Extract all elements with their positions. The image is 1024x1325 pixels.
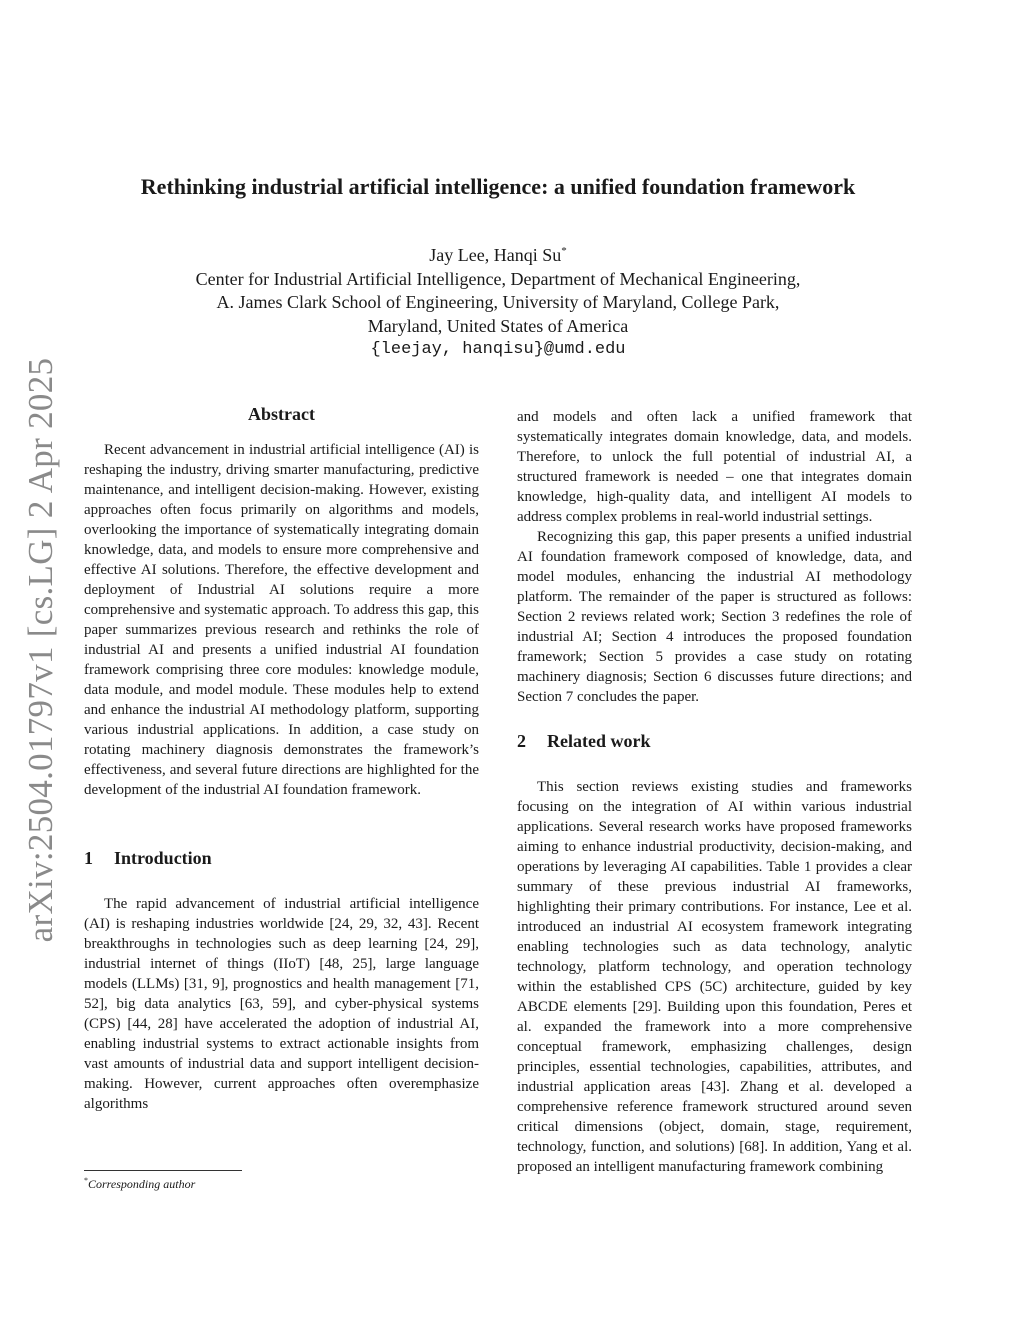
footnote-mark: * [84, 1176, 88, 1185]
related-work-section-number: 2 [517, 731, 526, 751]
left-column [84, 404, 479, 1114]
introduction-section-title: Introduction [114, 848, 212, 868]
affiliation-line-1: Center for Industrial Artificial Intelligence, Department of Mechanical Engineering, [195, 268, 801, 289]
introduction-paragraph: The rapid advancement of industrial artificial intelligence (AI) is reshaping industries worldwide [24, 29, 32, 43]. Recent breakthroughs in technologies such as deep learning [24, 29], industrial internet of things (IIoT) [48, 25], large language models (LLMs) [31, 9], prognostics and health management [71, 52], big data analytics [63, 59], and cyber-physical systems (CPS) [44, 28] have accelerated the adoption of industrial AI, enabling industrial systems to extract actionable insights from vast amounts of industrial data and support intelligent decision-making. However, current approaches often overemphasize algorithms [84, 896, 479, 1112]
arxiv-identifier-stamp: arXiv:2504.01797v1 [cs.LG] 2 Apr 2025 [21, 357, 60, 943]
affiliation-line-2: A. James Clark School of Engineering, University of Maryland, College Park, [216, 292, 780, 312]
author-names [0, 240, 996, 268]
introduction-heading [84, 848, 479, 868]
introduction-paragraph-2: Recognizing this gap, this paper presents a unified industrial AI foundation framework composed of knowledge, data, and model modules, enhancing the industrial AI methodology platform. The remainder of the paper is structured as follows: Section 2 reviews related work; Section 3 redefines the role of industrial AI; Section 4 introduces the proposed foundation framework; Section 5 provides a case study on rotating machinery diagnosis; Section 6 discusses future directions; and Section 7 concludes the paper. [517, 529, 912, 705]
footnote-text: Corresponding author [88, 1177, 196, 1191]
paper-title: Rethinking industrial artificial intelligence: a unified foundation framework [140, 174, 856, 199]
abstract-heading: Abstract [248, 404, 315, 424]
author-email: {leejay, hanqisu}@umd.edu [370, 340, 626, 359]
related-work-section-title: Related work [547, 731, 651, 751]
affiliation-line-3: Maryland, United States of America [367, 315, 629, 336]
footnote-divider [84, 1170, 242, 1171]
footnote [84, 1176, 195, 1192]
author-block [0, 240, 996, 362]
related-work-paragraph: This section reviews existing studies and frameworks focusing on the integration of AI within various industrial applications. Several research works have proposed frameworks aiming to enhance industrial productivity, decision-making, and operations by leveraging AI capabilities. Table 1 provides a clear summary of these previous industrial AI frameworks, highlighting their primary contributions. For instance, Lee et al. introduced an industrial AI ecosystem framework integrating enabling technologies such as data technology, analytic technology, platform technology, and operation technology within the established CPS (5C) architecture, guided by key ABCDE elements [29]. Building upon this foundation, Peres et al. expanded the framework into a more comprehensive conceptual framework, emphasizing challenges, design principles, essential technologies, capabilities, attributes, and industrial application areas [43]. Zhang et al. developed a comprehensive reference framework structured around seven critical dimensions (object, domain, stage, requirement, technology, function, and solutions) [68]. In addition, Yang et al. proposed an intelligent manufacturing framework combining [517, 779, 912, 1175]
right-column [517, 407, 912, 1177]
corresponding-mark: * [561, 245, 567, 257]
introduction-section-number: 1 [84, 848, 93, 868]
related-work-heading [517, 731, 912, 751]
introduction-continuation: and models and often lack a unified framework that systematically integrates domain knowledge, data, and models. Therefore, to unlock the full potential of industrial AI, a structured framework is needed – one that integrates domain knowledge, high-quality data, and intelligent AI models to address complex problems in real-world industrial settings. [517, 409, 912, 525]
abstract-text: Recent advancement in industrial artificial intelligence (AI) is reshaping the industry, driving smarter manufacturing, predictive maintenance, and intelligent decision-making. However, existing approaches often focus primarily on algorithms and models, overlooking the importance of systematically integrating domain knowledge, data, and models to ensure more comprehensive and effective AI solutions. Therefore, the effective development and deployment of Industrial AI solutions require a more comprehensive and systematic approach. To address this gap, this paper summarizes previous research and rethinks the role of industrial AI and presents a unified industrial AI foundation framework comprising three core modules: knowledge module, data module, and model module. These modules help to extend and enhance the industrial AI methodology platform, supporting various industrial applications. In addition, a case study on rotating machinery diagnosis demonstrates the framework’s effectiveness, and several future directions are highlighted for the development of the industrial AI foundation framework. [84, 442, 479, 798]
author-names-text: Jay Lee, Hanqi Su [429, 245, 562, 265]
